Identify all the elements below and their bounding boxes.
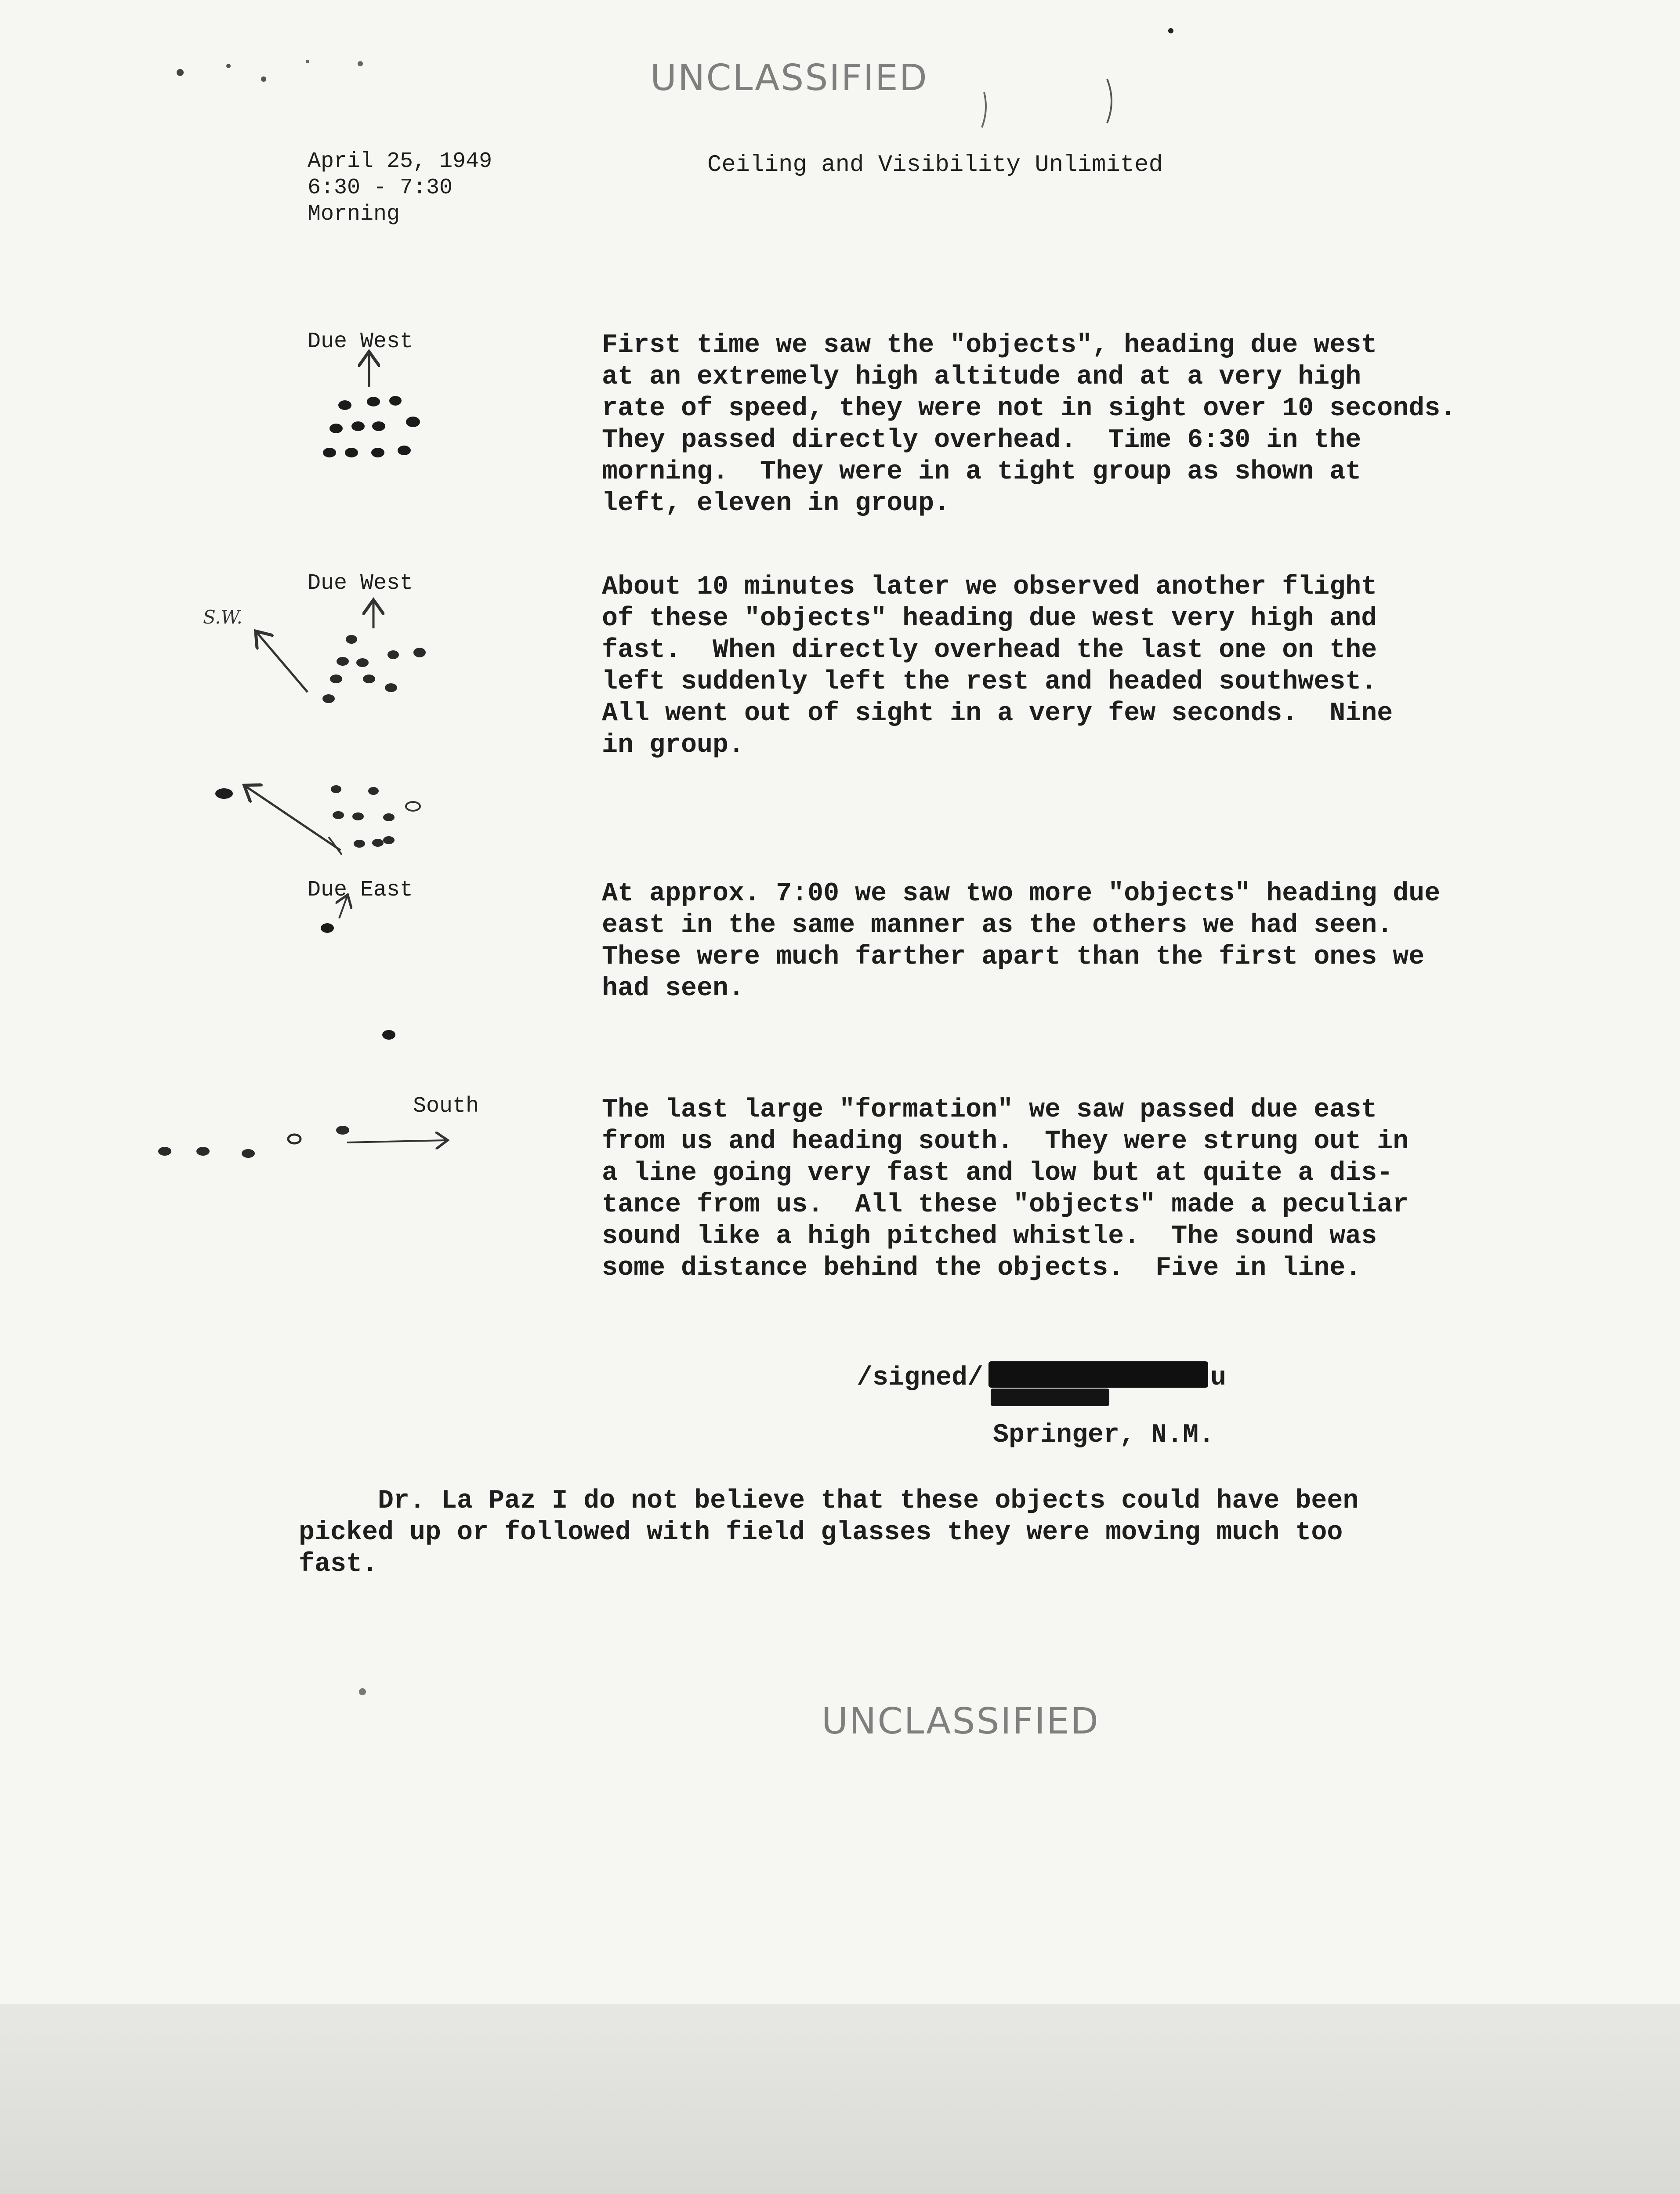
classification-stamp-top: UNCLASSIFIED bbox=[650, 57, 928, 99]
origin-mark bbox=[329, 837, 342, 855]
object-dot bbox=[323, 448, 336, 457]
weather-conditions: Ceiling and Visibility Unlimited bbox=[707, 152, 1163, 178]
scan-marks bbox=[177, 28, 1173, 1695]
text-line: from us and heading south. They were strung out in bbox=[602, 1127, 1409, 1157]
formation-3-sketch bbox=[215, 785, 420, 855]
object-dot bbox=[345, 448, 358, 457]
object-dot bbox=[406, 802, 420, 811]
text-line: left, eleven in group. bbox=[602, 489, 950, 519]
report-time-range: 6:30 - 7:30 bbox=[308, 175, 453, 200]
object-dot bbox=[158, 1147, 171, 1156]
object-dot bbox=[372, 839, 384, 847]
text-line: All went out of sight in a very few seconds. Nine bbox=[602, 699, 1393, 729]
text-line: east in the same manner as the others we had seen. bbox=[602, 910, 1393, 940]
object-dot bbox=[336, 1126, 349, 1135]
formation-1-sketch bbox=[323, 354, 420, 457]
object-dot bbox=[398, 446, 411, 455]
text-line: The last large "formation" we saw passed due east bbox=[602, 1095, 1377, 1125]
object-dot bbox=[346, 635, 357, 644]
formation-5-sketch bbox=[158, 1126, 446, 1158]
object-dot bbox=[322, 694, 335, 703]
object-dot bbox=[385, 683, 397, 692]
text-line: First time we saw the "objects", heading due west bbox=[602, 330, 1377, 360]
object-dot bbox=[387, 650, 399, 659]
report-date: April 25, 1949 bbox=[308, 149, 492, 174]
object-dot bbox=[242, 1149, 255, 1158]
signature-prefix: /signed/ bbox=[857, 1363, 984, 1393]
observation-1-direction: Due West bbox=[308, 329, 413, 354]
observation-4-direction: South bbox=[413, 1094, 479, 1119]
text-line: At approx. 7:00 we saw two more "objects" heading due bbox=[602, 879, 1441, 909]
southwest-arrow bbox=[257, 633, 308, 692]
text-line: Dr. La Paz I do not believe that these objects could have been bbox=[378, 1486, 1359, 1516]
observation-3-direction: Due East bbox=[308, 878, 413, 903]
text-line: fast. bbox=[299, 1549, 378, 1579]
object-dot bbox=[330, 675, 342, 683]
text-line: some distance behind the objects. Five in line. bbox=[602, 1253, 1361, 1283]
text-line: in group. bbox=[602, 730, 745, 760]
text-line: sound like a high pitched whistle. The sound was bbox=[602, 1222, 1377, 1251]
observation-2-direction: Due West bbox=[308, 571, 413, 596]
text-line: left suddenly left the rest and headed southwest. bbox=[602, 667, 1377, 697]
object-dot bbox=[215, 788, 233, 799]
object-dot bbox=[337, 657, 349, 666]
text-line: tance from us. All these "objects" made a peculiar bbox=[602, 1190, 1409, 1220]
object-dot bbox=[371, 448, 384, 457]
text-line: of these "objects" heading due west very high and bbox=[602, 604, 1377, 634]
object-dot bbox=[351, 421, 365, 431]
object-dot bbox=[383, 836, 395, 844]
signer-name: Springer, N.M. bbox=[993, 1420, 1215, 1450]
object-dot bbox=[383, 813, 395, 821]
object-dot bbox=[368, 787, 379, 795]
object-dot bbox=[382, 1030, 395, 1040]
object-dot bbox=[329, 424, 343, 433]
object-dot bbox=[406, 417, 420, 427]
formation-2-sketch bbox=[257, 602, 426, 703]
object-dot bbox=[352, 812, 364, 820]
text-line: at an extremely high altitude and at a very high bbox=[602, 362, 1361, 392]
object-dot bbox=[413, 648, 426, 657]
text-line: They passed directly overhead. Time 6:30 in the bbox=[602, 425, 1361, 455]
text-line: morning. They were in a tight group as shown at bbox=[602, 457, 1361, 487]
signature-suffix: u bbox=[1210, 1363, 1227, 1393]
object-dot bbox=[333, 811, 344, 819]
object-dot bbox=[363, 675, 375, 683]
text-line: a line going very fast and low but at quite a dis- bbox=[602, 1158, 1393, 1188]
text-line: rate of speed, they were not in sight over 10 seconds. bbox=[602, 394, 1456, 424]
direction-arrow bbox=[347, 1140, 446, 1142]
object-dot bbox=[196, 1147, 210, 1156]
object-dot bbox=[367, 397, 380, 406]
direction-arrow bbox=[339, 896, 347, 918]
formation-4-sketch bbox=[321, 896, 395, 1040]
text-line: had seen. bbox=[602, 974, 745, 1004]
object-dot bbox=[389, 396, 402, 406]
object-dot bbox=[354, 840, 365, 848]
report-time-of-day: Morning bbox=[308, 202, 400, 227]
object-dot bbox=[288, 1135, 301, 1143]
text-line: These were much farther apart than the first ones we bbox=[602, 942, 1425, 972]
object-dot bbox=[338, 400, 351, 410]
object-dot bbox=[372, 421, 385, 431]
breakaway-path bbox=[246, 787, 340, 850]
object-dot bbox=[321, 923, 334, 933]
text-line: About 10 minutes later we observed another flight bbox=[602, 572, 1377, 602]
southwest-note: S.W. bbox=[203, 606, 243, 628]
object-dot bbox=[331, 785, 341, 793]
object-dot bbox=[356, 658, 369, 667]
text-line: fast. When directly overhead the last one on the bbox=[602, 635, 1377, 665]
text-line: picked up or followed with field glasses they were moving much too bbox=[299, 1518, 1343, 1548]
classification-stamp-bottom: UNCLASSIFIED bbox=[822, 1701, 1100, 1742]
